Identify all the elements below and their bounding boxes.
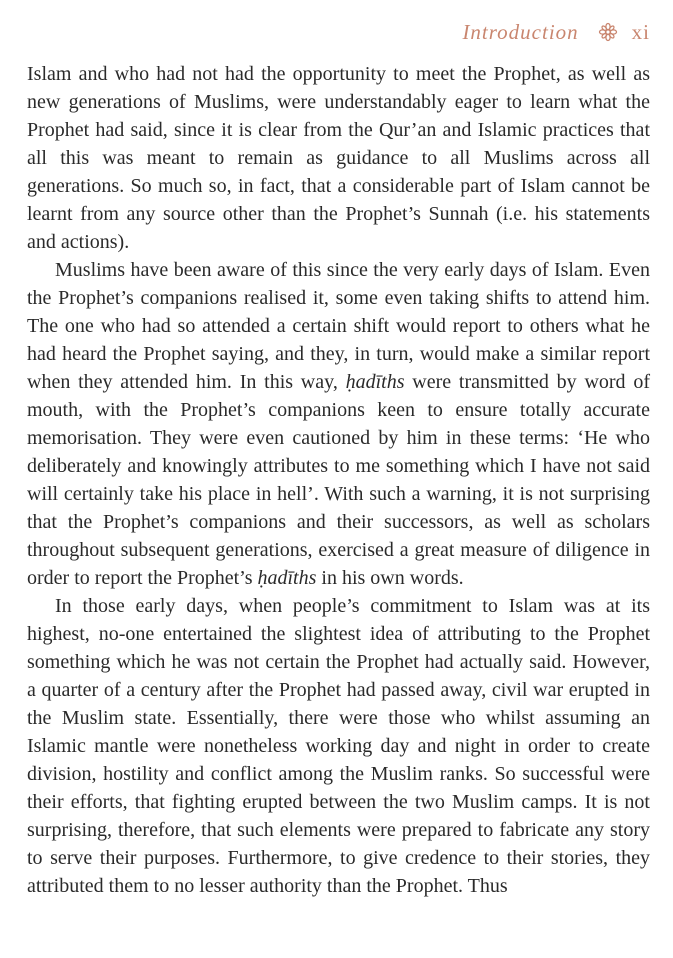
body-text bbox=[27, 60, 650, 900]
rosette-ornament-icon bbox=[598, 22, 618, 42]
running-head bbox=[462, 19, 650, 45]
paragraph-3: In those early days, when people’s commitment to Islam was at its highest, no-one entertained the slightest idea of attributing to the Prophet something which he was not certain the Prophet had actually said. However, a quarter of a century after the Prophet had passed away, civil war erupted in the Muslim state. Essentially, there were those who whilst assuming an Islamic mantle were nonetheless working day and night in order to create division, hostility and conflict among the Muslim ranks. So successful were their efforts, that fighting erupted between the two Muslim camps. It is not surprising, therefore, that such elements were prepared to fabricate any story to serve their purposes. Furthermore, to give credence to their stories, they attributed them to no lesser authority than the Prophet. Thus bbox=[27, 595, 650, 897]
transliterated-term: ḥadīths bbox=[257, 567, 317, 589]
transliterated-term: ḥadīths bbox=[345, 371, 405, 393]
paragraph-1: Islam and who had not had the opportunity to meet the Prophet, as well as new generations of Muslims, were understandably eager to learn what the Prophet had said, since it is clear from the Qur’an and Islamic practices that all this was meant to remain as guidance to all Muslims across all generations. So much so, in fact, that a considerable part of Islam cannot be learnt from any source other than the Prophet’s Sunnah (i.e. his statements and actions). bbox=[27, 63, 650, 253]
paragraph-2: Muslims have been aware of this since the very early days of Islam. Even the Prophet’s companions realised it, some even taking shifts to attend him. The one who had so attended a certain shift would report to others what he had heard the Prophet saying, and they, in turn, would make a similar report when they attended him. In this way, ḥadīths were transmitted by word of mouth, with the Prophet’s companions keen to ensure totally accurate memorisation. They were even cautioned by him in these terms: ‘He who deliberately and knowingly attributes to me something which I have not said will certainly take his place in hell’. With such a warning, it is not surprising that the Prophet’s companions and their successors, as well as scholars throughout subsequent generations, exercised a great measure of diligence in order to report the Prophet’s ḥadīths in his own words. bbox=[27, 259, 650, 589]
chapter-title: Introduction bbox=[462, 19, 579, 44]
page-number: xi bbox=[631, 19, 650, 44]
